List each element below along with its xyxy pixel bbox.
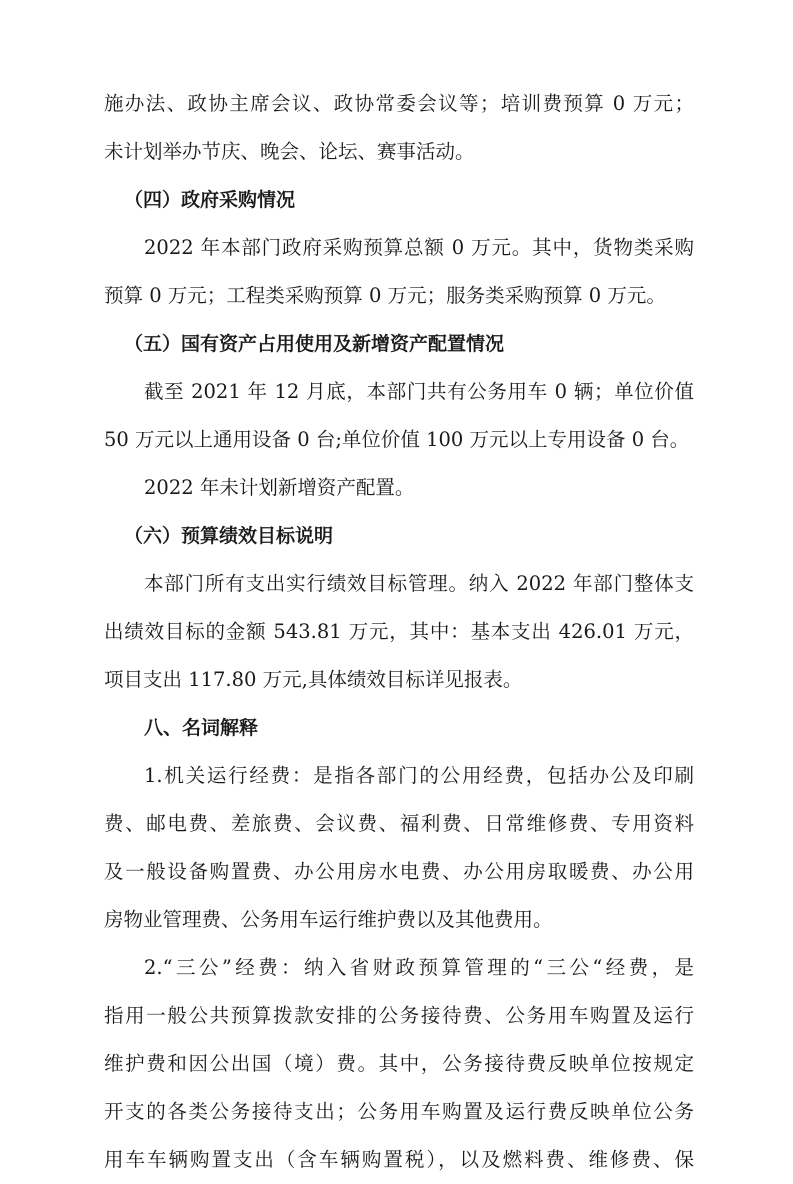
paragraph-line: 指用一般公共预算拨款安排的公务接待费、公务用车购置及运行 — [104, 1004, 694, 1027]
section-heading-state-assets: （五）国有资产占用使用及新增资产配置情况 — [124, 333, 505, 355]
section-heading-glossary: 八、名词解释 — [144, 717, 259, 739]
paragraph-line: 2022 年未计划新增资产配置。 — [144, 476, 415, 499]
paragraph-line: 用车车辆购置支出（含车辆购置税），以及燃料费、维修费、保 — [104, 1148, 694, 1171]
paragraph-line: 2.“三公”经费：纳入省财政预算管理的“三公“经费，是 — [144, 956, 694, 979]
paragraph-line: 房物业管理费、公务用车运行维护费以及其他费用。 — [104, 908, 553, 931]
section-heading-procurement: （四）政府采购情况 — [124, 189, 296, 211]
paragraph-line: 维护费和因公出国（境）费。其中，公务接待费反映单位按规定 — [104, 1052, 694, 1075]
paragraph-line: 出绩效目标的金额 543.81 万元，其中：基本支出 426.01 万元， — [104, 620, 694, 643]
paragraph-line: 施办法、政协主席会议、政协常委会议等；培训费预算 0 万元； — [104, 92, 694, 115]
paragraph-line: 2022 年本部门政府采购预算总额 0 万元。其中，货物类采购 — [144, 236, 694, 259]
paragraph-line: 未计划举办节庆、晚会、论坛、赛事活动。 — [104, 140, 475, 163]
paragraph-line: 1.机关运行经费：是指各部门的公用经费，包括办公及印刷 — [144, 764, 694, 787]
paragraph-line: 开支的各类公务接待支出；公务用车购置及运行费反映单位公务 — [104, 1100, 694, 1123]
paragraph-line: 本部门所有支出实行绩效目标管理。纳入 2022 年部门整体支 — [144, 572, 694, 595]
paragraph-line: 预算 0 万元；工程类采购预算 0 万元；服务类采购预算 0 万元。 — [104, 284, 666, 307]
paragraph-line: 截至 2021 年 12 月底，本部门共有公务用车 0 辆；单位价值 — [144, 380, 694, 403]
paragraph-line: 费、邮电费、差旅费、会议费、福利费、日常维修费、专用资料 — [104, 812, 694, 835]
document-body — [104, 80, 694, 1184]
paragraph-line: 项目支出 117.80 万元,具体绩效目标详见报表。 — [104, 668, 523, 691]
paragraph-line: 及一般设备购置费、办公用房水电费、办公用房取暖费、办公用 — [104, 860, 694, 883]
section-heading-performance: （六）预算绩效目标说明 — [124, 525, 334, 547]
paragraph-line: 50 万元以上通用设备 0 台;单位价值 100 万元以上专用设备 0 台。 — [104, 428, 690, 451]
